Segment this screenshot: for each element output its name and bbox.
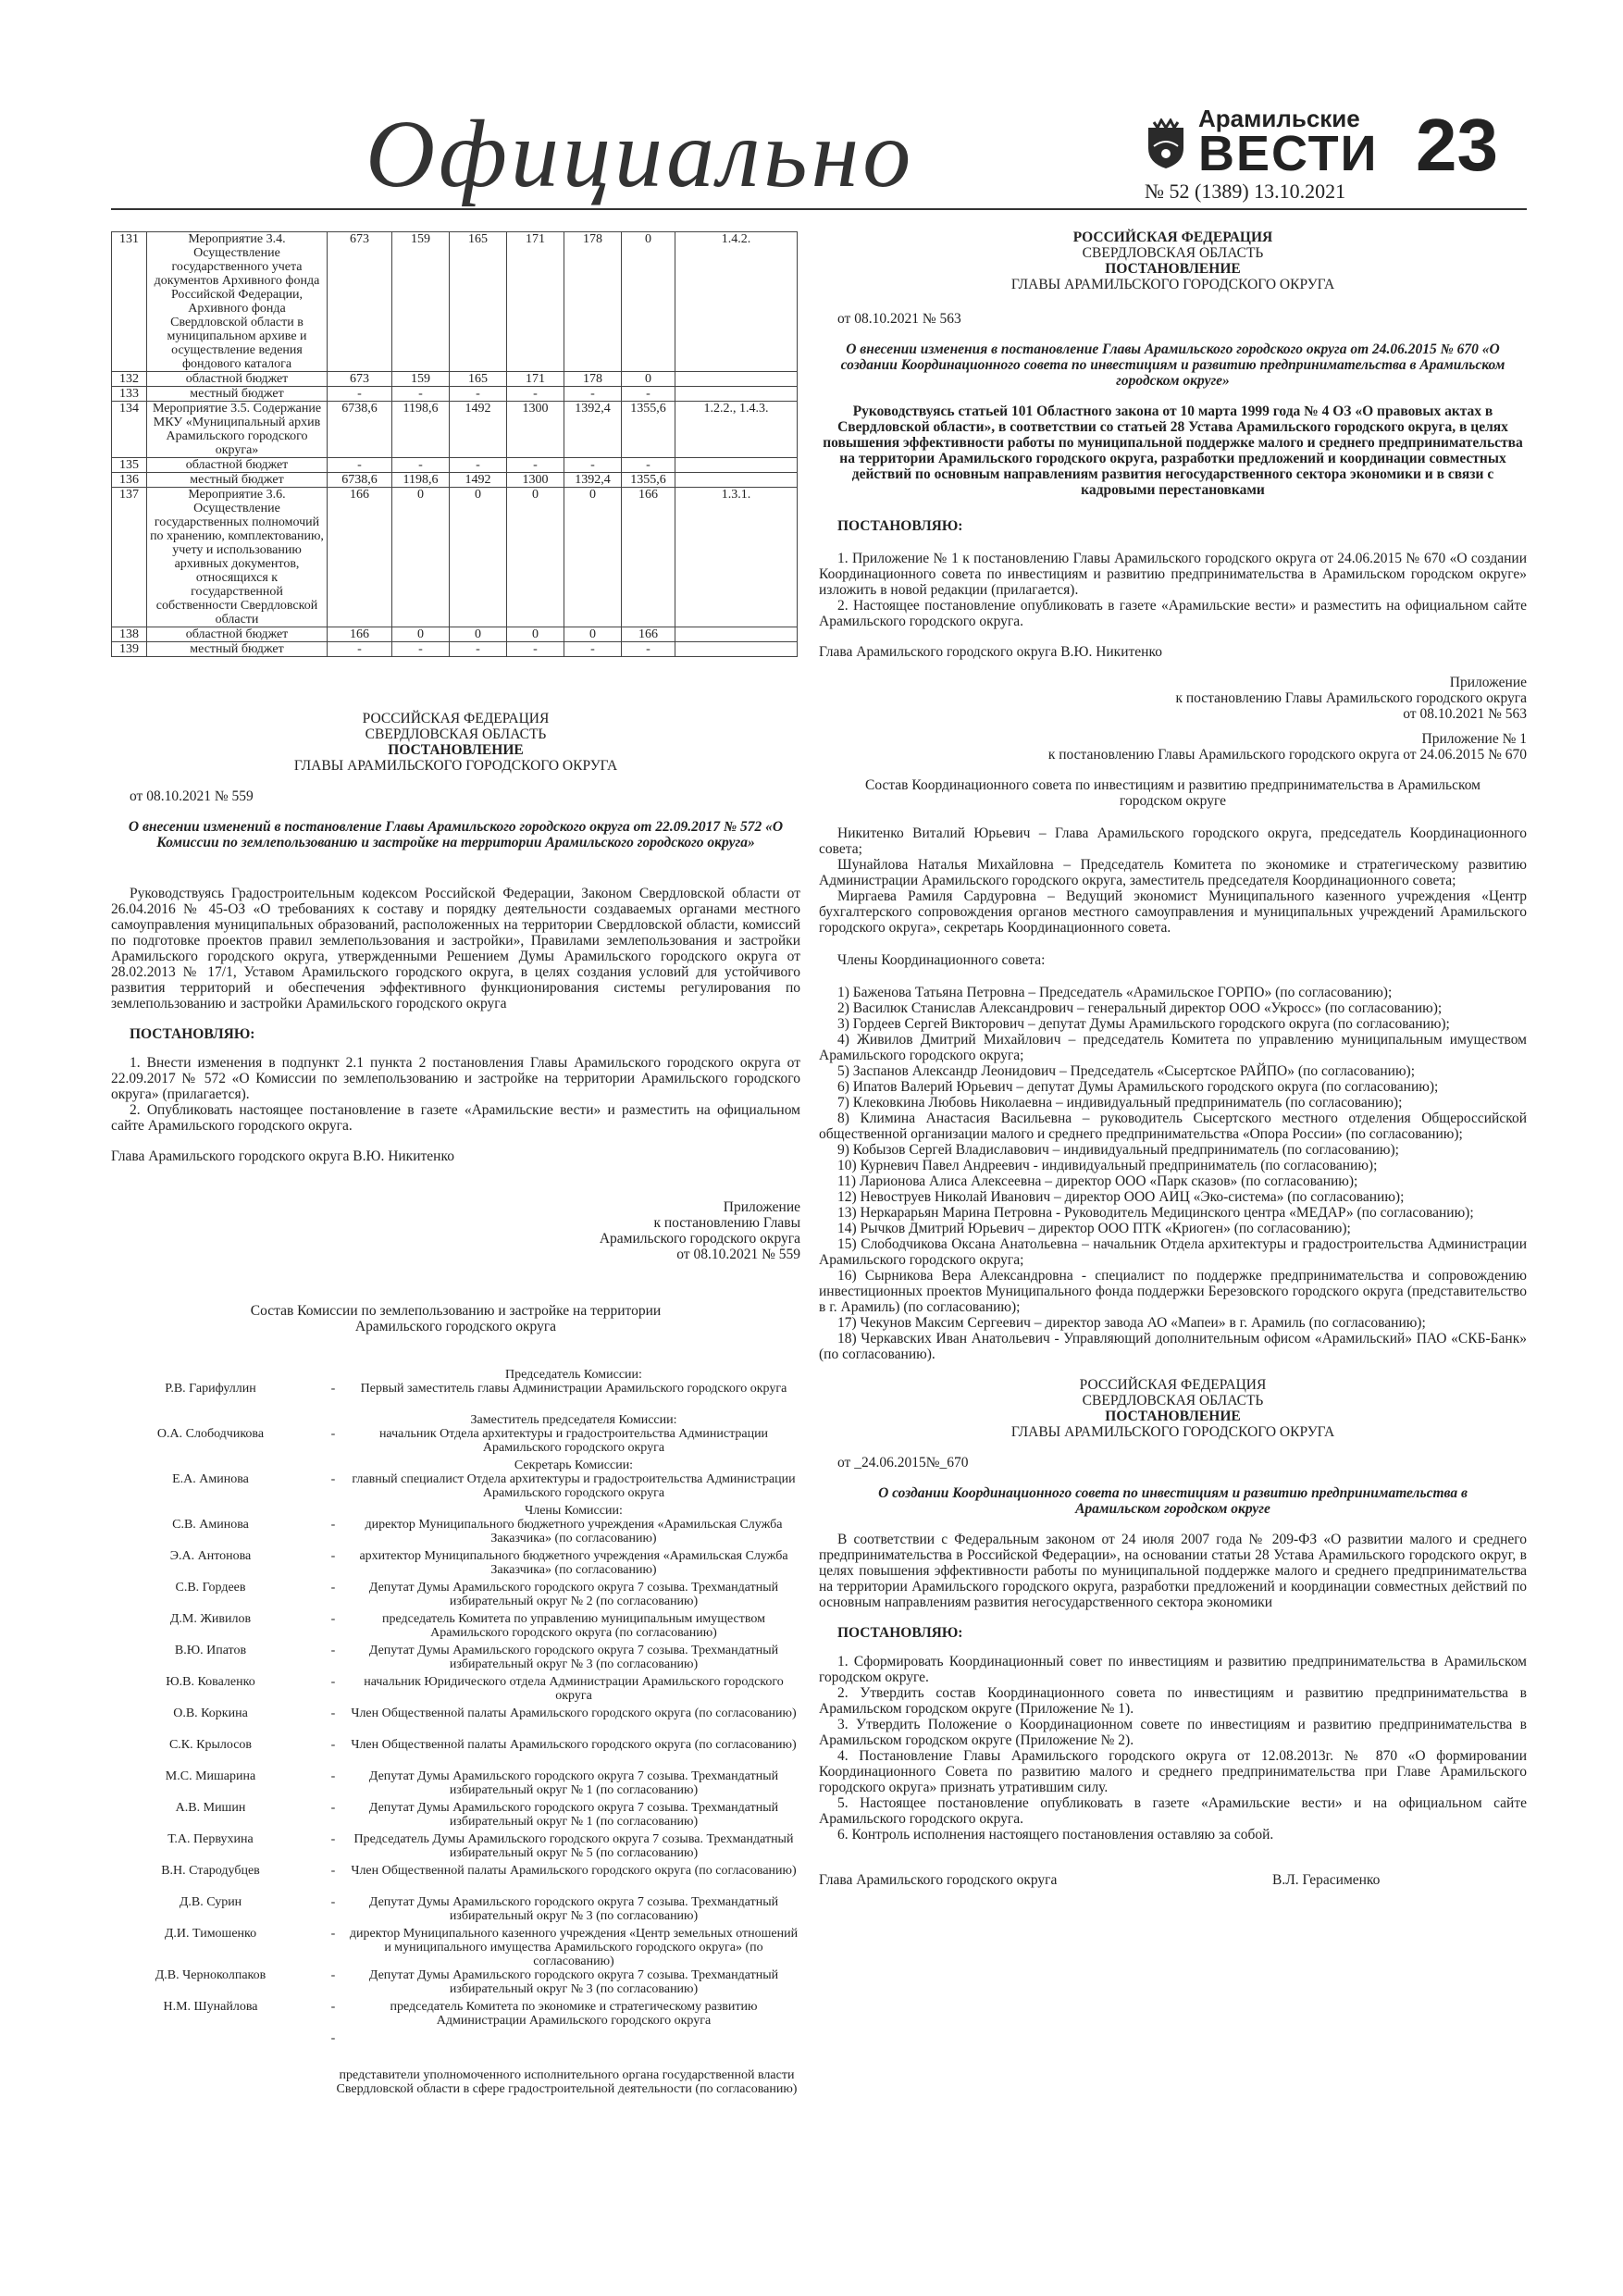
member-name: Е.А. Аминова (172, 1472, 249, 1486)
council-member: 18) Черкавских Иван Анатольевич - Управляющий дополнительным офисом «Арамильский» ПАО «СКБ-Банк» (по согласованию). (819, 1331, 1527, 1362)
budget-cell-y2: 0 (450, 488, 507, 627)
page-number: 23 (1416, 104, 1498, 186)
member-name: Ю.В. Коваленко (166, 1675, 255, 1689)
doc559-app1: Приложение (723, 1199, 800, 1215)
council-member: 4) Живилов Дмитрий Михайлович – председатель Комитета по управлению муниципальным имуществом Арамильского городского округа; (819, 1032, 1527, 1063)
doc563-app3: от 08.10.2021 № 563 (1403, 706, 1527, 722)
issue-number: № 52 (1389) 13.10.2021 (1145, 180, 1346, 203)
member-name: Н.М. Шунайлова (163, 2000, 258, 2014)
doc670-header (819, 1377, 1527, 1440)
doc559-h1: РОССИЙСКАЯ ФЕДЕРАЦИЯ (362, 711, 550, 726)
member-dash: - (330, 1612, 336, 1626)
budget-cell-y5: - (622, 458, 675, 473)
budget-cell-target: 1.3.1. (675, 488, 798, 627)
budget-cell-total: 166 (328, 488, 392, 627)
member-position: главный специалист Отдела архитектуры и градостроительства Администрации Арамильского городского округа (352, 1472, 796, 1500)
budget-cell-y3: 0 (507, 488, 564, 627)
commission-members (111, 1368, 800, 2063)
doc563-signature: Глава Арамильского городского округа В.Ю. Никитенко (819, 644, 1162, 660)
budget-cell-name: Мероприятие 3.6. Осуществление государственных полномочий по хранению, комплектованию, учету и использованию архивных документов, относящихся к государственной собственности Свердловской области (147, 488, 328, 627)
doc563-h1: РОССИЙСКАЯ ФЕДЕРАЦИЯ (1072, 230, 1273, 245)
doc670-preamble: В соответствии с Федеральным законом от 24 июля 2007 года № 209-ФЗ «О развитии малого и среднего предпринимательства в Российской Федерации», на основании статьи 28 Устава Арамильского городского округ, в целях повышения эффективности работы по муниципальной поддержке малого и среднего предпринимательства на территории Арамильского городского округа, разработки предложений и координации совместных действий по основным направлениям развития негосударственного сектора экономики (819, 1532, 1527, 1610)
budget-cell-y3: 171 (507, 372, 564, 387)
member-position: председатель Комитета по управлению муниципальным имуществом Арамильского городского округа (по согласованию) (382, 1612, 765, 1640)
member-dash (319, 1368, 347, 1382)
budget-row (112, 473, 798, 488)
budget-cell-y5: 1355,6 (622, 402, 675, 458)
state-representatives: представители уполномоченного исполнительного органа государственной власти Свердловской области в сфере градостроительной деятельности (по согласованию) (336, 2068, 798, 2096)
commission-role-label: Заместитель председателя Комиссии: (470, 1413, 677, 1427)
budget-cell-y2: 165 (450, 372, 507, 387)
commission-member-row (111, 1549, 800, 1581)
budget-cell-total: 166 (328, 627, 392, 642)
member-name: Т.А. Первухина (167, 1832, 254, 1846)
member-dash: - (330, 1472, 336, 1486)
doc670-sig-left: Глава Арамильского городского округа (819, 1872, 1058, 1888)
newspaper-logo (1145, 100, 1379, 181)
member-name (111, 1458, 319, 1472)
doc563-app4: Приложение № 1 (1421, 731, 1527, 747)
member-name: В.Н. Стародубцев (161, 1864, 260, 1878)
budget-row (112, 387, 798, 402)
doc559-app2: к постановлению Главы (653, 1215, 800, 1231)
doc563-h4: ГЛАВЫ АРАМИЛЬСКОГО ГОРОДСКОГО ОКРУГА (1010, 277, 1335, 292)
member-dash: - (330, 1706, 336, 1720)
budget-cell-num: 135 (112, 458, 147, 473)
member-position: Член Общественной палаты Арамильского городского округа (по согласованию) (351, 1706, 797, 1720)
budget-cell-y1: - (392, 642, 450, 657)
doc670-signature (819, 1872, 1527, 1888)
commission-member-row (111, 1832, 800, 1864)
doc559-decree: ПОСТАНОВЛЯЮ: (130, 1026, 255, 1042)
doc563-p2: 2. Настоящее постановление опубликовать в газете «Арамильские вести» и разместить на официальном сайте Арамильского городского округа. (819, 598, 1527, 629)
budget-cell-y1: 1198,6 (392, 473, 450, 488)
commission-member-row (111, 1382, 800, 1413)
budget-cell-num: 139 (112, 642, 147, 657)
budget-row (112, 372, 798, 387)
doc559-signature: Глава Арамильского городского округа В.Ю. Никитенко (111, 1148, 454, 1164)
budget-cell-target (675, 458, 798, 473)
member-position: Депутат Думы Арамильского городского округа 7 созыва. Трехмандатный избирательный округ № 3 (по согласованию) (368, 1644, 779, 1671)
commission-member-row (111, 2031, 800, 2063)
doc559-preamble: Руководствуясь Градостроительным кодексом Российской Федерации, Законом Свердловской области от 26.04.2016 № 45-ОЗ «О требованиях к составу и порядку деятельности создаваемых органами местного самоуправления муниципальных образований, расположенных на территории Свердловской области, комиссий по подготовке проектов правил землепользования и застройки», Правилами землепользования и застройки Арамильского городского округа, утвержденными Решением Думы Арамильского городского округа от 28.02.2013 № 17/1, Уставом Арамильского городского округа, в целях создания условий для устойчивого развития территорий и обеспечения эффективного функционирования системы регулирования по землепользованию и застройки Арамильского городского округа (111, 886, 800, 1011)
council-members-label: Члены Координационного совета: (837, 952, 1046, 968)
budget-cell-target: 1.2.2., 1.4.3. (675, 402, 798, 458)
member-name: Д.В. Сурин (179, 1895, 242, 1909)
doc670-items (819, 1654, 1527, 1843)
member-dash: - (330, 1644, 336, 1657)
budget-cell-total: - (328, 458, 392, 473)
budget-cell-target (675, 627, 798, 642)
member-position: Член Общественной палаты Арамильского городского округа (по согласованию) (351, 1738, 797, 1752)
budget-cell-y5: - (622, 387, 675, 402)
doc670-title: О создании Координационного совета по инвестициям и развитию предпринимательства в Арамильском городском округе (878, 1485, 1468, 1517)
doc670-item: 2. Утвердить состав Координационного совета по инвестициям и развитию предпринимательства в Арамильском городском округе (Приложение № 1). (819, 1685, 1527, 1717)
logo-line-2: ВЕСТИ (1198, 126, 1379, 181)
budget-cell-y2: - (450, 458, 507, 473)
doc563-preamble: Руководствуясь статьей 101 Областного закона от 10 марта 1999 года № 4 ОЗ «О правовых актах в Свердловской области», в соответствии со статьей 28 Устава Арамильского городского округа, в целях повышения эффективности работы по муниципальной поддержке малого и среднего предпринимательства на территории Арамильского городского округа, разработки предложений и координации совместных действий по основным направлениям развития негосударственного сектора экономики и в связи с кадровыми перестановками (823, 403, 1523, 498)
member-position: архитектор Муниципального бюджетного учреждения «Арамильская Служба Заказчика» (по согласованию) (359, 1549, 788, 1577)
budget-cell-y1: 159 (392, 232, 450, 372)
budget-cell-name: областной бюджет (147, 627, 328, 642)
council-member: 5) Заспанов Александр Леонидович – Председатель «Сысертское РАЙПО» (по согласованию); (837, 1063, 1416, 1079)
doc559-app3: Арамильского городского округа (599, 1231, 800, 1247)
member-dash: - (330, 1801, 336, 1815)
budget-cell-name: Мероприятие 3.5. Содержание МКУ «Муниципальный архив Арамильского городского округа» (147, 402, 328, 458)
commission-member-row (111, 1738, 800, 1769)
member-dash: - (330, 1832, 336, 1846)
commission-role-label: Секретарь Комиссии: (514, 1458, 634, 1472)
doc559-p2: 2. Опубликовать настоящее постановление в газете «Арамильские вести» и разместить на официальном сайте Арамильского городского округа. (111, 1102, 800, 1134)
doc563-app1: Приложение (1449, 675, 1527, 690)
member-position: Член Общественной палаты Арамильского городского округа (по согласованию) (351, 1864, 797, 1878)
member-dash: - (330, 1382, 336, 1396)
budget-cell-y5: 0 (622, 232, 675, 372)
budget-cell-name: местный бюджет (147, 387, 328, 402)
council-leader: Шунайлова Наталья Михайловна – Председатель Комитета по экономике и стратегическому развитию Администрации Арамильского городского округа, заместитель председателя Координационного совета; (819, 857, 1527, 888)
council-member: 11) Ларионова Алиса Алексеевна – директор ООО «Парк сказов» (по согласованию); (837, 1173, 1358, 1189)
budget-cell-y5: 0 (622, 372, 675, 387)
doc563-app5: к постановлению Главы Арамильского городского округа от 24.06.2015 № 670 (1047, 747, 1527, 763)
doc559-date: от 08.10.2021 № 559 (130, 788, 254, 804)
budget-cell-total: 673 (328, 232, 392, 372)
budget-cell-y2: 1492 (450, 473, 507, 488)
council-member: 17) Чекунов Максим Сергеевич – директор завода АО «Мапеи» в г. Арамиль (по согласованию); (837, 1315, 1426, 1331)
commission-member-row (111, 1472, 800, 1504)
budget-cell-target (675, 387, 798, 402)
budget-cell-y3: 171 (507, 232, 564, 372)
budget-cell-y2: 0 (450, 627, 507, 642)
council-member: 13) Неркарарьян Марина Петровна - Руководитель Медицинского центра «МЕДАР» (по согласованию); (837, 1205, 1474, 1221)
commission-member-row (111, 1427, 800, 1458)
member-position: начальник Юридического отдела Администрации Арамильского городского округа (364, 1675, 784, 1703)
commission-member-row (111, 1769, 800, 1801)
council-leader: Миргаева Рамиля Сардуровна – Ведущий экономист Муниципального казенного учреждения «Центр бухгалтерского сопровождения органов местного самоуправления и муниципальных учреждений Арамильского городского округа», секретарь Координационного совета. (819, 888, 1527, 936)
commission-title-1: Состав Комиссии по землепользованию и застройке на территории (250, 1303, 662, 1319)
budget-row (112, 642, 798, 657)
member-name: Д.В. Черноколпаков (155, 1968, 266, 1982)
doc559-appendix (111, 1199, 800, 1262)
budget-cell-name: областной бюджет (147, 372, 328, 387)
commission-member-row (111, 1581, 800, 1612)
doc559-header (111, 711, 800, 774)
member-dash: - (330, 1769, 336, 1783)
council-members (819, 985, 1527, 1362)
commission-role-label: Члены Комиссии: (525, 1504, 623, 1518)
member-dash: - (330, 1581, 336, 1595)
council-member: 14) Рычков Дмитрий Юрьевич – директор ООО ПТК «Криоген» (по согласованию); (837, 1221, 1351, 1236)
budget-row (112, 488, 798, 627)
council-leaders (819, 825, 1527, 936)
member-name: В.Ю. Ипатов (174, 1644, 247, 1657)
commission-member-row (111, 1644, 800, 1675)
member-name: Р.В. Гарифуллин (165, 1382, 256, 1396)
member-dash (319, 1458, 347, 1472)
member-position: директор Муниципального казенного учреждения «Центр земельных отношений и муниципального имущества Арамильского городского округа» (по согласованию) (349, 1927, 799, 1968)
member-name: О.В. Коркина (173, 1706, 248, 1720)
council-title: Состав Координационного совета по инвестициям и развитию предпринимательства в Арамильском городском округе (864, 777, 1481, 809)
header-rule (111, 208, 1527, 210)
budget-cell-total: 6738,6 (328, 402, 392, 458)
member-name (111, 1504, 319, 1518)
commission-member-row (111, 1368, 800, 1382)
commission-member-row (111, 1706, 800, 1738)
member-position: директор Муниципального бюджетного учреждения «Арамильская Служба Заказчика» (по согласованию) (365, 1518, 783, 1545)
member-position: Депутат Думы Арамильского городского округа 7 созыва. Трехмандатный избирательный округ № 1 (по согласованию) (368, 1801, 779, 1829)
commission-member-row (111, 1801, 800, 1832)
member-dash: - (330, 2031, 336, 2045)
doc670-h2: СВЕРДЛОВСКАЯ ОБЛАСТЬ (1082, 1393, 1264, 1409)
doc559-h3: ПОСТАНОВЛЕНИЕ (388, 742, 524, 758)
commission-member-row (111, 1968, 800, 2000)
doc563-title: О внесении изменения в постановление Главы Арамильского городского округа от 24.06.2015 № 670 «О создании Координационного совета по инвестициям и развитию предпринимательства в Арамильском городском округе» (840, 341, 1505, 389)
budget-cell-y1: - (392, 458, 450, 473)
doc563-date: от 08.10.2021 № 563 (837, 311, 961, 327)
commission-member-row (111, 1504, 800, 1518)
council-member: 2) Василюк Станислав Александрович – генеральный директор ООО «Укросс» (по согласованию); (837, 1000, 1443, 1016)
doc670-decree: ПОСТАНОВЛЯЮ: (837, 1625, 963, 1641)
budget-cell-y5: 166 (622, 488, 675, 627)
member-dash: - (330, 1427, 336, 1441)
member-position: Депутат Думы Арамильского городского округа 7 созыва. Трехмандатный избирательный округ № 3 (по согласованию) (368, 1968, 779, 1996)
budget-cell-y3: 0 (507, 627, 564, 642)
member-dash (319, 1413, 347, 1427)
budget-cell-y3: - (507, 387, 564, 402)
member-dash: - (330, 1738, 336, 1752)
doc559-app4: от 08.10.2021 № 559 (676, 1247, 800, 1262)
doc670-date: от _24.06.2015№_670 (837, 1455, 969, 1471)
commission-role-label: Председатель Комиссии: (505, 1368, 642, 1382)
budget-cell-name: местный бюджет (147, 642, 328, 657)
budget-table (111, 231, 798, 657)
member-name: О.А. Слободчикова (156, 1427, 265, 1441)
budget-cell-y1: - (392, 387, 450, 402)
member-dash: - (330, 1927, 336, 1941)
council-member: 12) Невоструев Николай Иванович – директор ООО АИЦ «Эко-система» (по согласованию); (837, 1189, 1405, 1205)
budget-row (112, 402, 798, 458)
doc670-item: 1. Сформировать Координационный совет по инвестициям и развитию предпринимательства в Арамильском городском округе. (819, 1654, 1527, 1685)
budget-cell-y2: - (450, 642, 507, 657)
council-member: 1) Баженова Татьяна Петровна – Председатель «Арамильское ГОРПО» (по согласованию); (837, 985, 1393, 1000)
budget-cell-target: 1.4.2. (675, 232, 798, 372)
member-dash: - (330, 1895, 336, 1909)
logo-line-1: Арамильские (1198, 105, 1360, 132)
doc670-h4: ГЛАВЫ АРАМИЛЬСКОГО ГОРОДСКОГО ОКРУГА (1010, 1424, 1335, 1440)
budget-cell-num: 131 (112, 232, 147, 372)
budget-cell-y4: 178 (564, 232, 622, 372)
budget-row (112, 232, 798, 372)
member-position: председатель Комитета по экономике и стратегическому развитию Администрации Арамильского городского округа (390, 2000, 758, 2028)
budget-cell-y1: 159 (392, 372, 450, 387)
doc559-h4: ГЛАВЫ АРАМИЛЬСКОГО ГОРОДСКОГО ОКРУГА (293, 758, 618, 774)
commission-member-row (111, 1458, 800, 1472)
budget-row (112, 627, 798, 642)
budget-row (112, 458, 798, 473)
doc670-item: 3. Утвердить Положение о Координационном совете по инвестициям и развитию предпринимательства в Арамильском городском округе (Приложение № 2). (819, 1717, 1527, 1748)
member-name: М.С. Мишарина (165, 1769, 256, 1783)
doc670-sig-right: В.Л. Герасименко (1272, 1872, 1381, 1888)
commission-member-row (111, 1864, 800, 1895)
doc559-title: О внесении изменений в постановление Главы Арамильского городского округа от 22.09.2017 № 572 «О Комиссии по землепользованию и застройке на территории Арамильского городского округа» (128, 819, 784, 850)
commission-member-row (111, 1612, 800, 1644)
member-name (111, 1368, 319, 1382)
member-position: Депутат Думы Арамильского городского округа 7 созыва. Трехмандатный избирательный округ № 1 (по согласованию) (368, 1769, 779, 1797)
budget-cell-y3: 1300 (507, 402, 564, 458)
budget-cell-total: - (328, 387, 392, 402)
budget-cell-y1: 0 (392, 627, 450, 642)
member-dash (319, 1504, 347, 1518)
budget-cell-total: 6738,6 (328, 473, 392, 488)
council-member: 6) Ипатов Валерий Юрьевич – депутат Думы Арамильского городского округа (по согласованию); (837, 1079, 1439, 1095)
member-name: Э.А. Антонова (169, 1549, 252, 1563)
budget-cell-num: 138 (112, 627, 147, 642)
doc670-item: 6. Контроль исполнения настоящего постановления оставляю за собой. (837, 1827, 1274, 1843)
budget-cell-y4: - (564, 387, 622, 402)
doc563-p1: 1. Приложение № 1 к постановлению Главы Арамильского городского округа от 24.06.2015 № 670 «О создании Координационного совета по инвестициям и развитию предпринимательства в Арамильском городском округе» изложить в новой редакции (прилагается). (819, 551, 1527, 598)
council-member: 15) Слободчикова Оксана Анатольевна – начальник Отдела архитектуры и градостроительства Администрации Арамильского городского округа; (819, 1236, 1527, 1268)
member-name (111, 2031, 319, 2063)
budget-cell-target (675, 642, 798, 657)
member-position: Депутат Думы Арамильского городского округа 7 созыва. Трехмандатный избирательный округ № 3 (по согласованию) (368, 1895, 779, 1923)
budget-cell-y3: - (507, 642, 564, 657)
doc563-h3: ПОСТАНОВЛЕНИЕ (1105, 261, 1241, 277)
budget-cell-target (675, 473, 798, 488)
member-dash: - (330, 1968, 336, 1982)
member-dash: - (330, 1518, 336, 1532)
doc563-decree: ПОСТАНОВЛЯЮ: (837, 518, 963, 534)
member-position (347, 2031, 800, 2063)
commission-title-2: Арамильского городского округа (354, 1319, 557, 1334)
budget-cell-y1: 1198,6 (392, 402, 450, 458)
budget-cell-y4: 0 (564, 627, 622, 642)
budget-cell-num: 137 (112, 488, 147, 627)
budget-cell-total: 673 (328, 372, 392, 387)
commission-member-row (111, 1413, 800, 1427)
doc670-item: 5. Настоящее постановление опубликовать в газете «Арамильские вести» и на официальном сайте Арамильского городского округа. (819, 1795, 1527, 1827)
budget-cell-num: 132 (112, 372, 147, 387)
commission-member-row (111, 2000, 800, 2031)
member-name: А.В. Мишин (175, 1801, 246, 1815)
commission-title (111, 1303, 800, 1334)
council-member: 16) Сырникова Вера Александровна - специалист по поддержке предпринимательства и сопровождению инвестиционных проектов Муниципального фонда поддержки Березовского городского округа (представительство в г. Арамиль) (по согласованию); (819, 1268, 1527, 1315)
budget-cell-num: 133 (112, 387, 147, 402)
council-member: 10) Курневич Павел Андреевич - индивидуальный предприниматель (по согласованию); (837, 1158, 1378, 1173)
member-dash: - (330, 2000, 336, 2014)
commission-member-row (111, 1895, 800, 1927)
member-name (111, 1413, 319, 1427)
left-column (111, 231, 800, 2096)
council-member: 9) Кобызов Сергей Владиславович – индивидуальный предприниматель (по согласованию); (837, 1142, 1399, 1158)
doc670-h1: РОССИЙСКАЯ ФЕДЕРАЦИЯ (1079, 1377, 1267, 1393)
budget-cell-num: 134 (112, 402, 147, 458)
commission-member-row (111, 1675, 800, 1706)
budget-cell-name: областной бюджет (147, 458, 328, 473)
council-member: 8) Климина Анастасия Васильевна – руководитель Сысертского местного отделения Общероссийской общественной организации малого и среднего предпринимательства «Опора России» (по согласованию); (819, 1111, 1527, 1142)
budget-cell-y4: - (564, 458, 622, 473)
section-title: Официально (365, 101, 915, 207)
doc563-header (819, 230, 1527, 292)
member-name: С.В. Аминова (172, 1518, 249, 1532)
doc559-h2: СВЕРДЛОВСКАЯ ОБЛАСТЬ (365, 726, 547, 742)
member-dash: - (330, 1864, 336, 1878)
budget-cell-y1: 0 (392, 488, 450, 627)
doc670-h3: ПОСТАНОВЛЕНИЕ (1105, 1409, 1241, 1424)
doc563-app2: к постановлению Главы Арамильского городского округа (1175, 690, 1527, 706)
budget-cell-y2: - (450, 387, 507, 402)
member-name: С.В. Гордеев (175, 1581, 246, 1595)
budget-cell-y5: 1355,6 (622, 473, 675, 488)
budget-cell-y4: 0 (564, 488, 622, 627)
budget-cell-y3: - (507, 458, 564, 473)
member-position: начальник Отдела архитектуры и градостроительства Администрации Арамильского городского округа (378, 1427, 769, 1455)
budget-cell-num: 136 (112, 473, 147, 488)
right-column (819, 230, 1527, 1888)
budget-cell-y4: 1392,4 (564, 473, 622, 488)
budget-cell-y4: 1392,4 (564, 402, 622, 458)
council-leader: Никитенко Виталий Юрьевич – Глава Арамильского городского округа, председатель Координационного совета; (819, 825, 1527, 857)
council-member: 7) Клековкина Любовь Николаевна – индивидуальный предприниматель (по согласованию); (837, 1095, 1403, 1111)
member-position: Депутат Думы Арамильского городского округа 7 созыва. Трехмандатный избирательный округ № 2 (по согласованию) (368, 1581, 779, 1608)
member-dash: - (330, 1549, 336, 1563)
budget-cell-target (675, 372, 798, 387)
budget-cell-y4: - (564, 642, 622, 657)
member-name: Д.И. Тимошенко (164, 1927, 257, 1941)
member-name: Д.М. Живилов (169, 1612, 252, 1626)
budget-cell-name: Мероприятие 3.4. Осуществление государственного учета документов Архивного фонда Российской Федерации, Архивного фонда Свердловской области в муниципальном архиве и осуществление ведения фондового каталога (147, 232, 328, 372)
council-member: 3) Гордеев Сергей Викторович – депутат Думы Арамильского городского округа (по согласованию); (837, 1016, 1450, 1032)
budget-cell-name: местный бюджет (147, 473, 328, 488)
coat-of-arms-icon (1145, 118, 1187, 170)
budget-cell-total: - (328, 642, 392, 657)
budget-cell-y5: - (622, 642, 675, 657)
member-position: Первый заместитель главы Администрации Арамильского городского округа (360, 1382, 787, 1396)
doc563-h2: СВЕРДЛОВСКАЯ ОБЛАСТЬ (1082, 245, 1264, 261)
budget-cell-y3: 1300 (507, 473, 564, 488)
commission-member-row (111, 1927, 800, 1968)
member-position: Председатель Думы Арамильского городского округа 7 созыва. Трехмандатный избирательный округ № 5 (по согласованию) (353, 1832, 794, 1860)
doc559-p1: 1. Внести изменения в подпункт 2.1 пункта 2 постановления Главы Арамильского городского округа от 22.09.2017 № 572 «О Комиссии по землепользованию и застройке на территории Арамильского городского округа» (прилагается). (111, 1055, 800, 1102)
commission-member-row (111, 1518, 800, 1549)
doc563-appendix (819, 675, 1527, 763)
budget-cell-y4: 178 (564, 372, 622, 387)
doc670-item: 4. Постановление Главы Арамильского городского округа от 12.08.2013г. № 870 «О формировании Координационного Совета по развитию малого и среднего предпринимательства при Главе Арамильского городского округа» признать утратившим силу. (819, 1748, 1527, 1795)
member-name: С.К. Крылосов (168, 1738, 253, 1752)
budget-cell-y2: 165 (450, 232, 507, 372)
budget-cell-y5: 166 (622, 627, 675, 642)
member-dash: - (330, 1675, 336, 1689)
budget-cell-y2: 1492 (450, 402, 507, 458)
